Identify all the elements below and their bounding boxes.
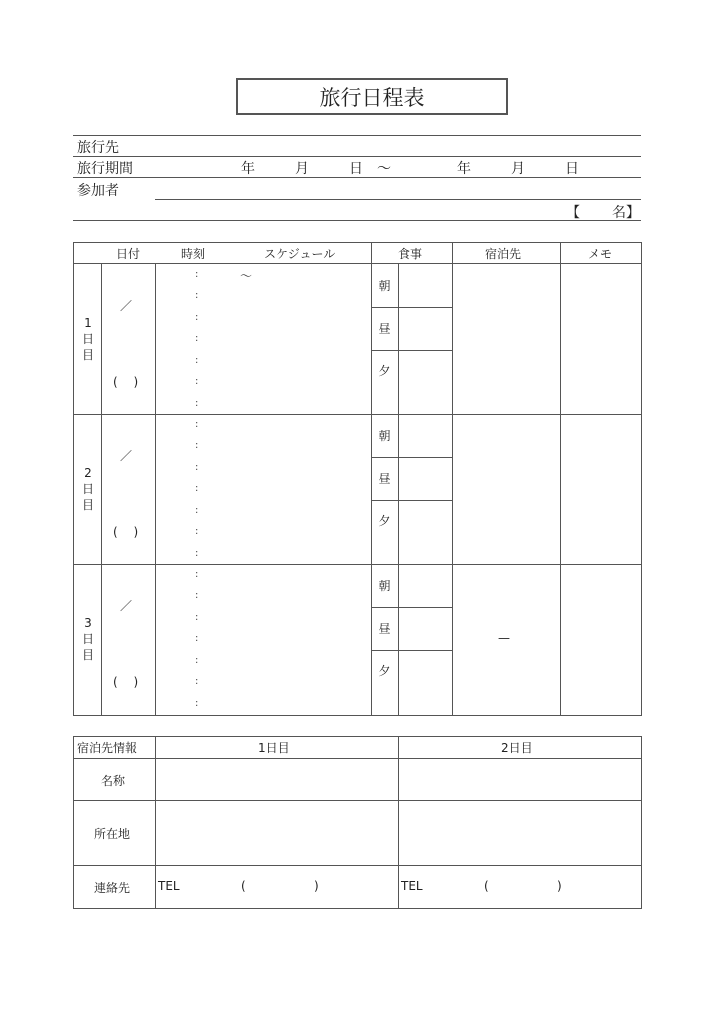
lodging-col-day1: 1日目 [258,741,290,755]
destination-label: 旅行先 [77,140,119,156]
lodging-col-divider-1 [155,736,156,908]
time-slot[interactable]: : [195,505,199,516]
schedule-tilde: 〜 [240,269,253,283]
tel-label-day2: TEL [401,879,423,893]
tel-label-day1: TEL [158,879,180,893]
day-number: 2 [84,466,92,480]
meal-lunch: 昼 [378,322,391,336]
time-slot[interactable]: : [195,376,199,387]
time-slot[interactable]: : [195,633,199,644]
lodging-row-address: 所在地 [94,827,131,841]
col-memo: メモ [588,247,613,261]
day-char: 目 [81,498,94,512]
time-slot[interactable]: : [195,483,199,494]
lodging-col-divider-2 [398,736,399,908]
time-slot[interactable]: : [195,290,199,301]
date-slash[interactable]: ／ [120,299,133,313]
day-label-1 [74,315,102,363]
time-slot[interactable]: : [195,312,199,323]
day-number: 1 [84,316,92,330]
col-date: 日付 [116,247,141,261]
rule-bottom [73,220,641,221]
schedule-table [73,242,642,716]
period-tilde: 〜 [377,161,391,177]
lodging-row-rule [73,865,641,866]
meal-lunch: 昼 [378,472,391,486]
meal-lunch: 昼 [378,622,391,636]
lodging-col-day2: 2日目 [501,741,533,755]
lodging-row-name: 名称 [101,774,126,788]
date-slash[interactable]: ／ [120,449,133,463]
day-char: 日 [81,632,94,646]
col-schedule: スケジュール [264,247,336,261]
day-char: 日 [81,332,94,346]
rule-period [73,177,641,178]
schedule-header-rule [73,263,641,264]
tel-paren-close-day2: ) [557,879,562,893]
rule-top [73,135,641,136]
meal-rule [371,607,452,608]
rule-destination [73,156,641,157]
col-divider-lodging [560,242,561,715]
day-separator-2 [73,564,641,565]
col-time: 時刻 [181,247,206,261]
day-separator-1 [73,414,641,415]
meal-rule [371,457,452,458]
period-day-1: 日 [349,161,363,177]
day-char: 目 [81,648,94,662]
lodging-row-rule [73,758,641,759]
col-divider-date [155,263,156,715]
weekday-field[interactable]: ( ) [113,675,139,689]
period-year-1: 年 [241,161,255,177]
day-label-3 [74,615,102,663]
tel-paren-open-day1: ( [241,879,246,893]
meal-rule [371,307,452,308]
lodging-none-dash: — [498,631,510,645]
lodging-header: 宿泊先情報 [77,741,138,755]
participant-count-open: 【 [566,205,580,221]
meal-dinner: 夕 [378,514,391,528]
weekday-field[interactable]: ( ) [113,525,139,539]
time-slot[interactable]: : [195,419,199,430]
lodging-row-rule [73,800,641,801]
meal-dinner: 夕 [378,664,391,678]
time-slot[interactable]: : [195,548,199,559]
period-year-2: 年 [457,161,471,177]
day-char: 目 [81,348,94,362]
lodging-row-contact: 連絡先 [94,881,131,895]
period-label: 旅行期間 [77,161,133,177]
document-title: 旅行日程表 [236,78,508,115]
meal-rule [371,650,452,651]
day-label-2 [74,465,102,513]
weekday-field[interactable]: ( ) [113,375,139,389]
col-meals: 食事 [398,247,423,261]
meal-breakfast: 朝 [378,279,391,293]
col-divider-meals [452,242,453,715]
period-month-2: 月 [511,161,525,177]
participants-label: 参加者 [77,183,119,199]
time-slot[interactable]: : [195,333,199,344]
tel-paren-open-day2: ( [484,879,489,893]
day-char: 日 [81,482,94,496]
time-slot[interactable]: : [195,569,199,580]
time-slot[interactable]: : [195,355,199,366]
period-month-1: 月 [295,161,309,177]
date-slash[interactable]: ／ [120,599,133,613]
time-slot[interactable]: : [195,655,199,666]
time-slot[interactable]: : [195,676,199,687]
period-day-2: 日 [565,161,579,177]
meal-breakfast: 朝 [378,429,391,443]
participant-count-unit: 名】 [612,205,640,221]
meal-rule [371,500,452,501]
time-slot[interactable]: : [195,698,199,709]
day-number: 3 [84,616,92,630]
time-slot[interactable]: : [195,440,199,451]
time-slot[interactable]: : [195,526,199,537]
rule-participants [155,199,641,200]
time-slot[interactable]: : [195,269,199,280]
meal-dinner: 夕 [378,364,391,378]
meal-breakfast: 朝 [378,579,391,593]
meal-rule [371,350,452,351]
col-lodging: 宿泊先 [485,247,522,261]
col-divider-meal-label [398,263,399,715]
time-slot[interactable]: : [195,462,199,473]
time-slot[interactable]: : [195,590,199,601]
time-slot[interactable]: : [195,612,199,623]
time-slot[interactable]: : [195,398,199,409]
tel-paren-close-day1: ) [314,879,319,893]
